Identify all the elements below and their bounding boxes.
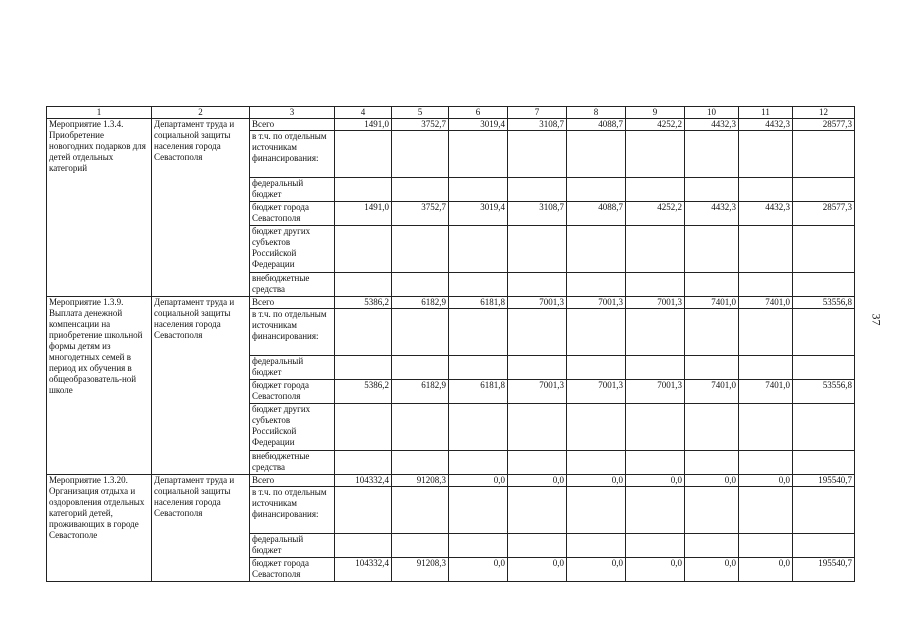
amount-cell [685, 273, 739, 297]
amount-cell [335, 487, 392, 534]
amount-cell [567, 273, 626, 297]
source-label: федеральный бюджет [250, 356, 335, 380]
amount-cell [793, 487, 855, 534]
amount-cell [685, 309, 739, 356]
amount-cell [685, 404, 739, 451]
amount-cell [685, 226, 739, 273]
amount-cell [449, 404, 508, 451]
amount-cell: 4252,2 [626, 119, 685, 131]
amount-cell [508, 226, 567, 273]
source-label: бюджет других субъектов Российской Федерации [250, 404, 335, 451]
amount-cell: 7001,3 [508, 380, 567, 404]
amount-cell: 4088,7 [567, 119, 626, 131]
amount-cell: 7401,0 [739, 380, 793, 404]
amount-cell: 3752,7 [392, 119, 449, 131]
amount-cell [567, 309, 626, 356]
amount-cell: 1491,0 [335, 202, 392, 226]
amount-cell [335, 178, 392, 202]
amount-cell: 91208,3 [392, 558, 449, 582]
amount-cell [392, 404, 449, 451]
amount-cell [685, 534, 739, 558]
amount-cell [626, 131, 685, 178]
measure-cell: Мероприятие 1.3.9. Выплата денежной компенсации на приобретение школьной формы детям из многодетных семей в период их обучения в общеобразователь-ной школе [47, 297, 152, 475]
source-label: в т.ч. по отдельным источникам финансирования: [250, 309, 335, 356]
amount-cell [508, 178, 567, 202]
amount-cell [449, 451, 508, 475]
amount-cell [392, 356, 449, 380]
amount-cell: 4432,3 [685, 202, 739, 226]
amount-cell [449, 226, 508, 273]
amount-cell [392, 273, 449, 297]
amount-cell [793, 404, 855, 451]
source-label: бюджет города Севастополя [250, 380, 335, 404]
source-label: в т.ч. по отдельным источникам финансирования: [250, 131, 335, 178]
amount-cell: 4432,3 [739, 202, 793, 226]
amount-cell: 104332,4 [335, 558, 392, 582]
amount-cell [793, 178, 855, 202]
amount-cell [567, 356, 626, 380]
column-number: 4 [335, 107, 392, 119]
amount-cell: 0,0 [449, 475, 508, 487]
amount-cell [793, 534, 855, 558]
amount-cell [449, 487, 508, 534]
amount-cell: 7001,3 [626, 380, 685, 404]
amount-cell: 4432,3 [685, 119, 739, 131]
amount-cell [392, 451, 449, 475]
amount-cell: 0,0 [739, 475, 793, 487]
amount-cell [739, 356, 793, 380]
amount-cell [392, 309, 449, 356]
amount-cell [685, 131, 739, 178]
amount-cell [508, 534, 567, 558]
amount-cell [567, 487, 626, 534]
amount-cell: 3108,7 [508, 119, 567, 131]
amount-cell [508, 273, 567, 297]
amount-cell: 53556,8 [793, 380, 855, 404]
table-row [47, 119, 855, 131]
amount-cell: 0,0 [685, 558, 739, 582]
amount-cell [449, 273, 508, 297]
amount-cell [793, 273, 855, 297]
page-number: 37 [869, 313, 884, 326]
amount-cell [449, 534, 508, 558]
amount-cell [449, 178, 508, 202]
amount-cell [392, 487, 449, 534]
amount-cell [739, 273, 793, 297]
department-cell: Департамент труда и социальной защиты населения города Севастополя [152, 297, 250, 475]
amount-cell [793, 309, 855, 356]
amount-cell [508, 356, 567, 380]
amount-cell [508, 451, 567, 475]
column-number: 7 [508, 107, 567, 119]
column-number: 12 [793, 107, 855, 119]
amount-cell: 28577,3 [793, 202, 855, 226]
column-number: 2 [152, 107, 250, 119]
amount-cell: 7401,0 [739, 297, 793, 309]
amount-cell [626, 273, 685, 297]
amount-cell [508, 487, 567, 534]
amount-cell: 0,0 [508, 558, 567, 582]
amount-cell [567, 131, 626, 178]
amount-cell [626, 534, 685, 558]
amount-cell [392, 226, 449, 273]
amount-cell [739, 309, 793, 356]
amount-cell: 7401,0 [685, 380, 739, 404]
amount-cell [739, 131, 793, 178]
amount-cell [335, 309, 392, 356]
column-number: 3 [250, 107, 335, 119]
amount-cell: 0,0 [508, 475, 567, 487]
amount-cell [739, 178, 793, 202]
amount-cell: 195540,7 [793, 558, 855, 582]
source-label: Всего [250, 297, 335, 309]
source-label: внебюджетные средства [250, 451, 335, 475]
amount-cell [685, 487, 739, 534]
amount-cell [626, 226, 685, 273]
amount-cell [739, 534, 793, 558]
column-number: 9 [626, 107, 685, 119]
amount-cell [739, 226, 793, 273]
source-label: бюджет города Севастополя [250, 202, 335, 226]
amount-cell [335, 356, 392, 380]
amount-cell: 0,0 [567, 558, 626, 582]
amount-cell: 4252,2 [626, 202, 685, 226]
source-label: внебюджетные средства [250, 273, 335, 297]
amount-cell [335, 273, 392, 297]
amount-cell [626, 451, 685, 475]
amount-cell: 3752,7 [392, 202, 449, 226]
amount-cell [335, 451, 392, 475]
table-row [47, 475, 855, 487]
column-number: 8 [567, 107, 626, 119]
amount-cell: 0,0 [567, 475, 626, 487]
column-number: 11 [739, 107, 793, 119]
amount-cell [685, 451, 739, 475]
amount-cell [392, 131, 449, 178]
amount-cell [508, 131, 567, 178]
department-cell: Департамент труда и социальной защиты населения города Севастополя [152, 475, 250, 582]
amount-cell [626, 356, 685, 380]
amount-cell: 3019,4 [449, 119, 508, 131]
column-number: 5 [392, 107, 449, 119]
amount-cell: 53556,8 [793, 297, 855, 309]
amount-cell: 7001,3 [567, 297, 626, 309]
amount-cell [793, 131, 855, 178]
source-label: федеральный бюджет [250, 534, 335, 558]
amount-cell [449, 131, 508, 178]
source-label: Всего [250, 475, 335, 487]
amount-cell: 0,0 [739, 558, 793, 582]
amount-cell: 0,0 [685, 475, 739, 487]
amount-cell [335, 534, 392, 558]
amount-cell [392, 534, 449, 558]
amount-cell [567, 226, 626, 273]
amount-cell [449, 356, 508, 380]
amount-cell [793, 451, 855, 475]
department-cell: Департамент труда и социальной защиты населения города Севастополя [152, 119, 250, 297]
amount-cell: 3108,7 [508, 202, 567, 226]
amount-cell: 28577,3 [793, 119, 855, 131]
amount-cell [567, 451, 626, 475]
amount-cell: 6181,8 [449, 380, 508, 404]
amount-cell: 5386,2 [335, 297, 392, 309]
source-label: бюджет города Севастополя [250, 558, 335, 582]
amount-cell: 4088,7 [567, 202, 626, 226]
amount-cell [739, 487, 793, 534]
measure-cell: Мероприятие 1.3.20. Организация отдыха и оздоровления отдельных категорий детей, проживающих в городе Севастополе [47, 475, 152, 582]
column-number: 6 [449, 107, 508, 119]
amount-cell [567, 534, 626, 558]
amount-cell: 7001,3 [508, 297, 567, 309]
amount-cell [739, 404, 793, 451]
amount-cell [685, 356, 739, 380]
budget-table [46, 106, 855, 582]
amount-cell: 7001,3 [567, 380, 626, 404]
amount-cell [626, 487, 685, 534]
amount-cell: 6181,8 [449, 297, 508, 309]
amount-cell: 7001,3 [626, 297, 685, 309]
column-number: 10 [685, 107, 739, 119]
amount-cell [508, 309, 567, 356]
amount-cell [335, 131, 392, 178]
column-number: 1 [47, 107, 152, 119]
amount-cell [449, 309, 508, 356]
source-label: федеральный бюджет [250, 178, 335, 202]
table-body [47, 119, 855, 582]
amount-cell [392, 178, 449, 202]
source-label: бюджет других субъектов Российской Федерации [250, 226, 335, 273]
amount-cell: 3019,4 [449, 202, 508, 226]
measure-cell: Мероприятие 1.3.4. Приобретение новогодних подарков для детей отдельных категорий [47, 119, 152, 297]
amount-cell: 104332,4 [335, 475, 392, 487]
amount-cell: 6182,9 [392, 380, 449, 404]
amount-cell [567, 404, 626, 451]
amount-cell [626, 404, 685, 451]
source-label: Всего [250, 119, 335, 131]
amount-cell [626, 178, 685, 202]
source-label: в т.ч. по отдельным источникам финансирования: [250, 487, 335, 534]
amount-cell: 5386,2 [335, 380, 392, 404]
amount-cell: 4432,3 [739, 119, 793, 131]
amount-cell [508, 404, 567, 451]
table-row [47, 297, 855, 309]
amount-cell: 0,0 [449, 558, 508, 582]
amount-cell [335, 404, 392, 451]
amount-cell [685, 178, 739, 202]
amount-cell [793, 226, 855, 273]
amount-cell [335, 226, 392, 273]
amount-cell: 1491,0 [335, 119, 392, 131]
amount-cell [793, 356, 855, 380]
amount-cell: 0,0 [626, 475, 685, 487]
amount-cell: 7401,0 [685, 297, 739, 309]
amount-cell: 6182,9 [392, 297, 449, 309]
amount-cell [626, 309, 685, 356]
column-number-row [47, 107, 855, 119]
amount-cell [567, 178, 626, 202]
amount-cell: 195540,7 [793, 475, 855, 487]
amount-cell: 0,0 [626, 558, 685, 582]
amount-cell: 91208,3 [392, 475, 449, 487]
amount-cell [739, 451, 793, 475]
